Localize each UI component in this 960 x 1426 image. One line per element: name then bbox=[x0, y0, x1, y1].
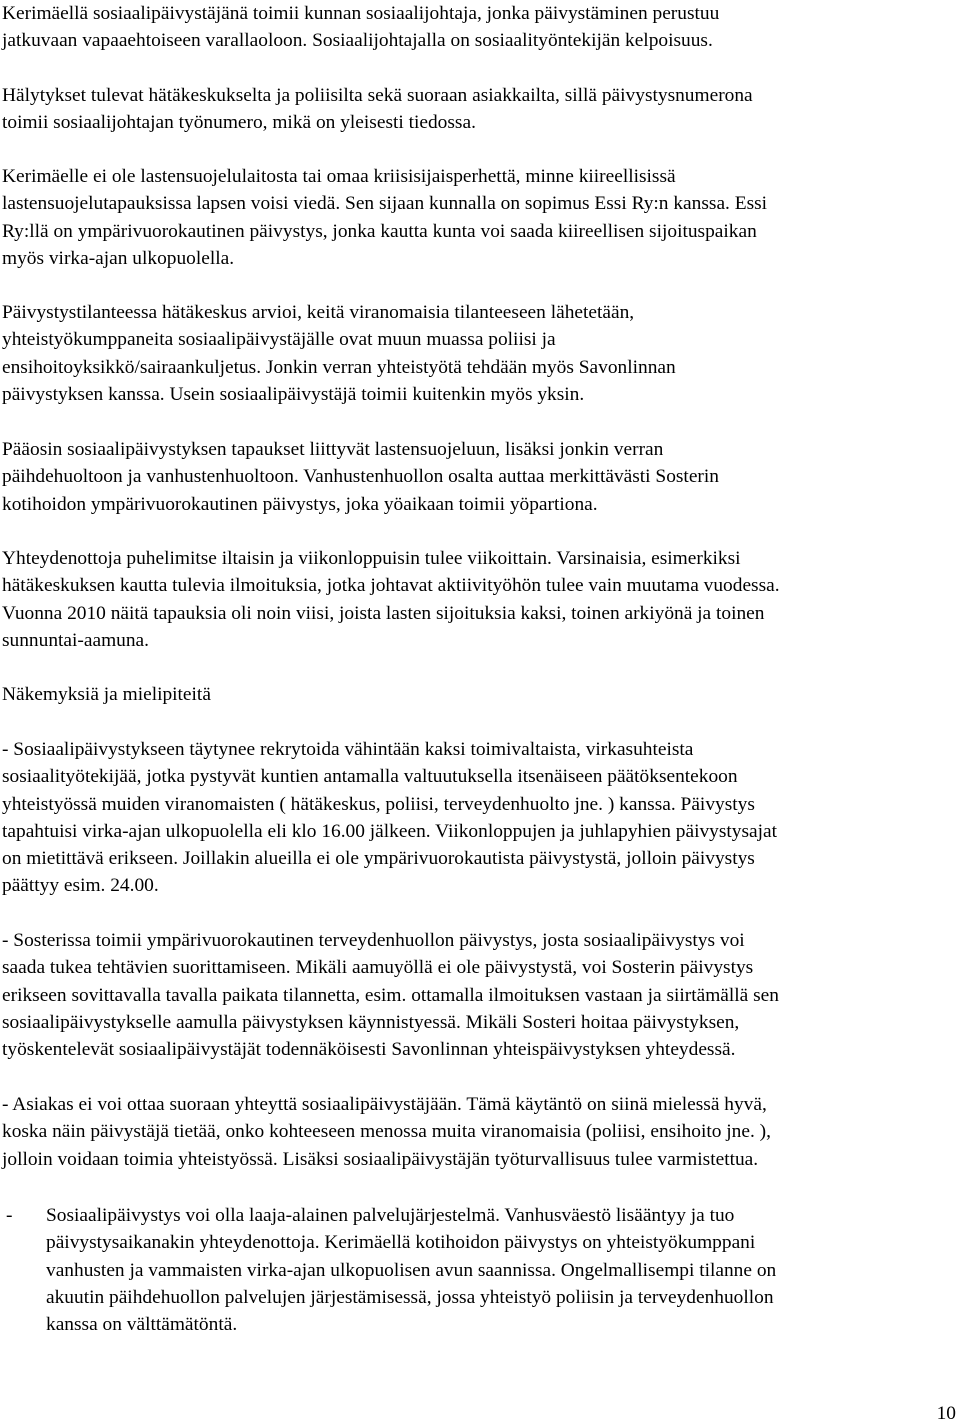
text-line: yhteistyössä muiden viranomaisten ( hätäkeskus, poliisi, terveydenhuolto jne. ) kanssa. Päivystys bbox=[2, 793, 755, 815]
text-line: toimii sosiaalijohtajan työnumero, mikä on yleisesti tiedossa. bbox=[2, 112, 476, 134]
paragraph bbox=[2, 299, 952, 408]
paragraph bbox=[2, 436, 952, 518]
paragraph bbox=[2, 736, 952, 900]
text-line: sosiaalipäivystykselle aamulla päivystyksen käynnistyessä. Mikäli Sosteri hoitaa päivystyksen, bbox=[2, 1011, 740, 1033]
text-line: yhteistyökumppaneita sosiaalipäivystäjälle ovat muun muassa poliisi ja bbox=[2, 329, 556, 351]
text-line: työskentelevät sosiaalipäivystäjät todennäköisesti Savonlinnan yhteispäivystyksen yhteydessä. bbox=[2, 1039, 736, 1061]
text-line: - Sosterissa toimii ympärivuorokautinen terveydenhuollon päivystys, josta sosiaalipäivystys voi bbox=[2, 930, 745, 951]
text-line: sunnuntai-aamuna. bbox=[2, 629, 150, 651]
heading-text: Näkemyksiä ja mielipiteitä bbox=[2, 684, 211, 705]
text-line: jatkuvaan vapaaehtoiseen varallaoloon. Sosiaalijohtajalla on sosiaalityöntekijän kelpoisuus. bbox=[2, 30, 713, 52]
text-line: Kerimäelle ei ole lastensuojelulaitosta tai omaa kriisisijaisperhettä, minne kiireellisissä bbox=[2, 166, 676, 187]
text-line: Ry:llä on ympärivuorokautinen päivystys, jonka kautta kunta voi saada kiireellisen sijoituspaikan bbox=[2, 220, 757, 242]
text-line: saada tukea tehtävien suorittamiseen. Mikäli aamuyöllä ei ole päivystystä, voi Sosterin päivystys bbox=[2, 957, 754, 979]
section-heading bbox=[2, 681, 952, 708]
text-line: päihdehuoltoon ja vanhustenhuoltoon. Vanhustenhuollon osalta auttaa merkittävästi Sosterin bbox=[2, 466, 719, 488]
page-number: 10 bbox=[936, 1403, 956, 1424]
paragraph bbox=[2, 0, 952, 55]
text-line: kotihoidon ympärivuorokautinen päivystys, joka yöaikaan toimii yöpartiona. bbox=[2, 493, 598, 515]
text-line: Kerimäellä sosiaalipäivystäjänä toimii kunnan sosiaalijohtaja, jonka päivystäminen perustuu bbox=[2, 3, 720, 24]
text-line: - Asiakas ei voi ottaa suoraan yhteyttä sosiaalipäivystäjään. Tämä käytäntö on siinä mielessä hyvä, bbox=[2, 1094, 767, 1115]
paragraph bbox=[2, 1091, 952, 1173]
text-line: Sosiaalipäivystys voi olla laaja-alainen palvelujärjestelmä. Vanhusväestö lisääntyy ja tuo bbox=[46, 1205, 735, 1226]
text-line: on mietittävä erikseen. Joillakin alueilla ei ole ympärivuorokautista päivystystä, jolloin päivystys bbox=[2, 848, 755, 870]
text-line: päättyy esim. 24.00. bbox=[2, 875, 159, 897]
text-line: Päivystystilanteessa hätäkeskus arvioi, keitä viranomaisia tilanteeseen lähetetään, bbox=[2, 302, 635, 323]
text-line: myös virka-ajan ulkopuolella. bbox=[2, 247, 235, 269]
text-line: akuutin päihdehuollon palvelujen järjestämisessä, jossa yhteistyö poliisin ja terveydenhuollon bbox=[46, 1286, 774, 1308]
text-line: hätäkeskuksen kautta tulevia ilmoituksia, jotka johtavat aktiivityöhön tulee vain muutama vuodessa. bbox=[2, 575, 780, 597]
text-line: Pääosin sosiaalipäivystyksen tapaukset liittyvät lastensuojeluun, lisäksi jonkin verran bbox=[2, 439, 664, 460]
text-line: Vuonna 2010 näitä tapauksia oli noin viisi, joista lasten sijoituksia kaksi, toinen arkiyönä ja toinen bbox=[2, 602, 765, 624]
list-item-body bbox=[46, 1202, 952, 1338]
text-line: koska näin päivystäjä tietää, onko kohteeseen menossa muita viranomaisia (poliisi, ensihoito jne. ), bbox=[2, 1121, 771, 1143]
text-line: kanssa on välttämätöntä. bbox=[46, 1314, 238, 1336]
text-line: ensihoitoyksikkö/sairaankuljetus. Jonkin verran yhteistyötä tehdään myös Savonlinnan bbox=[2, 356, 676, 378]
paragraph bbox=[2, 545, 952, 654]
text-line: päivystyksen kanssa. Usein sosiaalipäivystäjä toimii kuitenkin myös yksin. bbox=[2, 383, 585, 405]
text-line: jolloin voidaan toimia yhteistyössä. Lisäksi sosiaalipäivystäjän työturvallisuus tulee varmistettua. bbox=[2, 1148, 759, 1170]
text-line: erikseen sovittavalla tavalla paikata tilannetta, esim. ottamalla ilmoituksen vastaan ja siirtämällä sen bbox=[2, 984, 779, 1006]
paragraph bbox=[2, 163, 952, 272]
text-line: Yhteydenottoja puhelimitse iltaisin ja viikonloppuisin tulee viikoittain. Varsinaisia, esimerkiksi bbox=[2, 548, 741, 569]
text-line: sosiaalityötekijää, jotka pystyvät kuntien antamalla valtuutuksella itsenäiseen päätöksentekoon bbox=[2, 766, 738, 788]
text-line: tapahtuisi virka-ajan ulkopuolella eli klo 16.00 jälkeen. Viikonloppujen ja juhlapyhien päivystysajat bbox=[2, 820, 778, 842]
paragraph bbox=[2, 82, 952, 137]
text-line: päivystysaikanakin yhteydenottoja. Kerimäellä kotihoidon päivystys on yhteistyökumppani bbox=[46, 1232, 756, 1254]
list-dash: - bbox=[6, 1205, 13, 1226]
text-line: - Sosiaalipäivystykseen täytynee rekrytoida vähintään kaksi toimivaltaista, virkasuhteista bbox=[2, 739, 694, 760]
text-line: lastensuojelutapauksissa lapsen voisi viedä. Sen sijaan kunnalla on sopimus Essi Ry:n kanssa. Essi bbox=[2, 193, 768, 215]
text-line: vanhusten ja vammaisten virka-ajan ulkopuolisen avun saannissa. Ongelmallisempi tilanne on bbox=[46, 1259, 777, 1281]
text-line: Hälytykset tulevat hätäkeskukselta ja poliisilta sekä suoraan asiakkailta, sillä päivystysnumerona bbox=[2, 85, 753, 106]
paragraph bbox=[2, 927, 952, 1063]
